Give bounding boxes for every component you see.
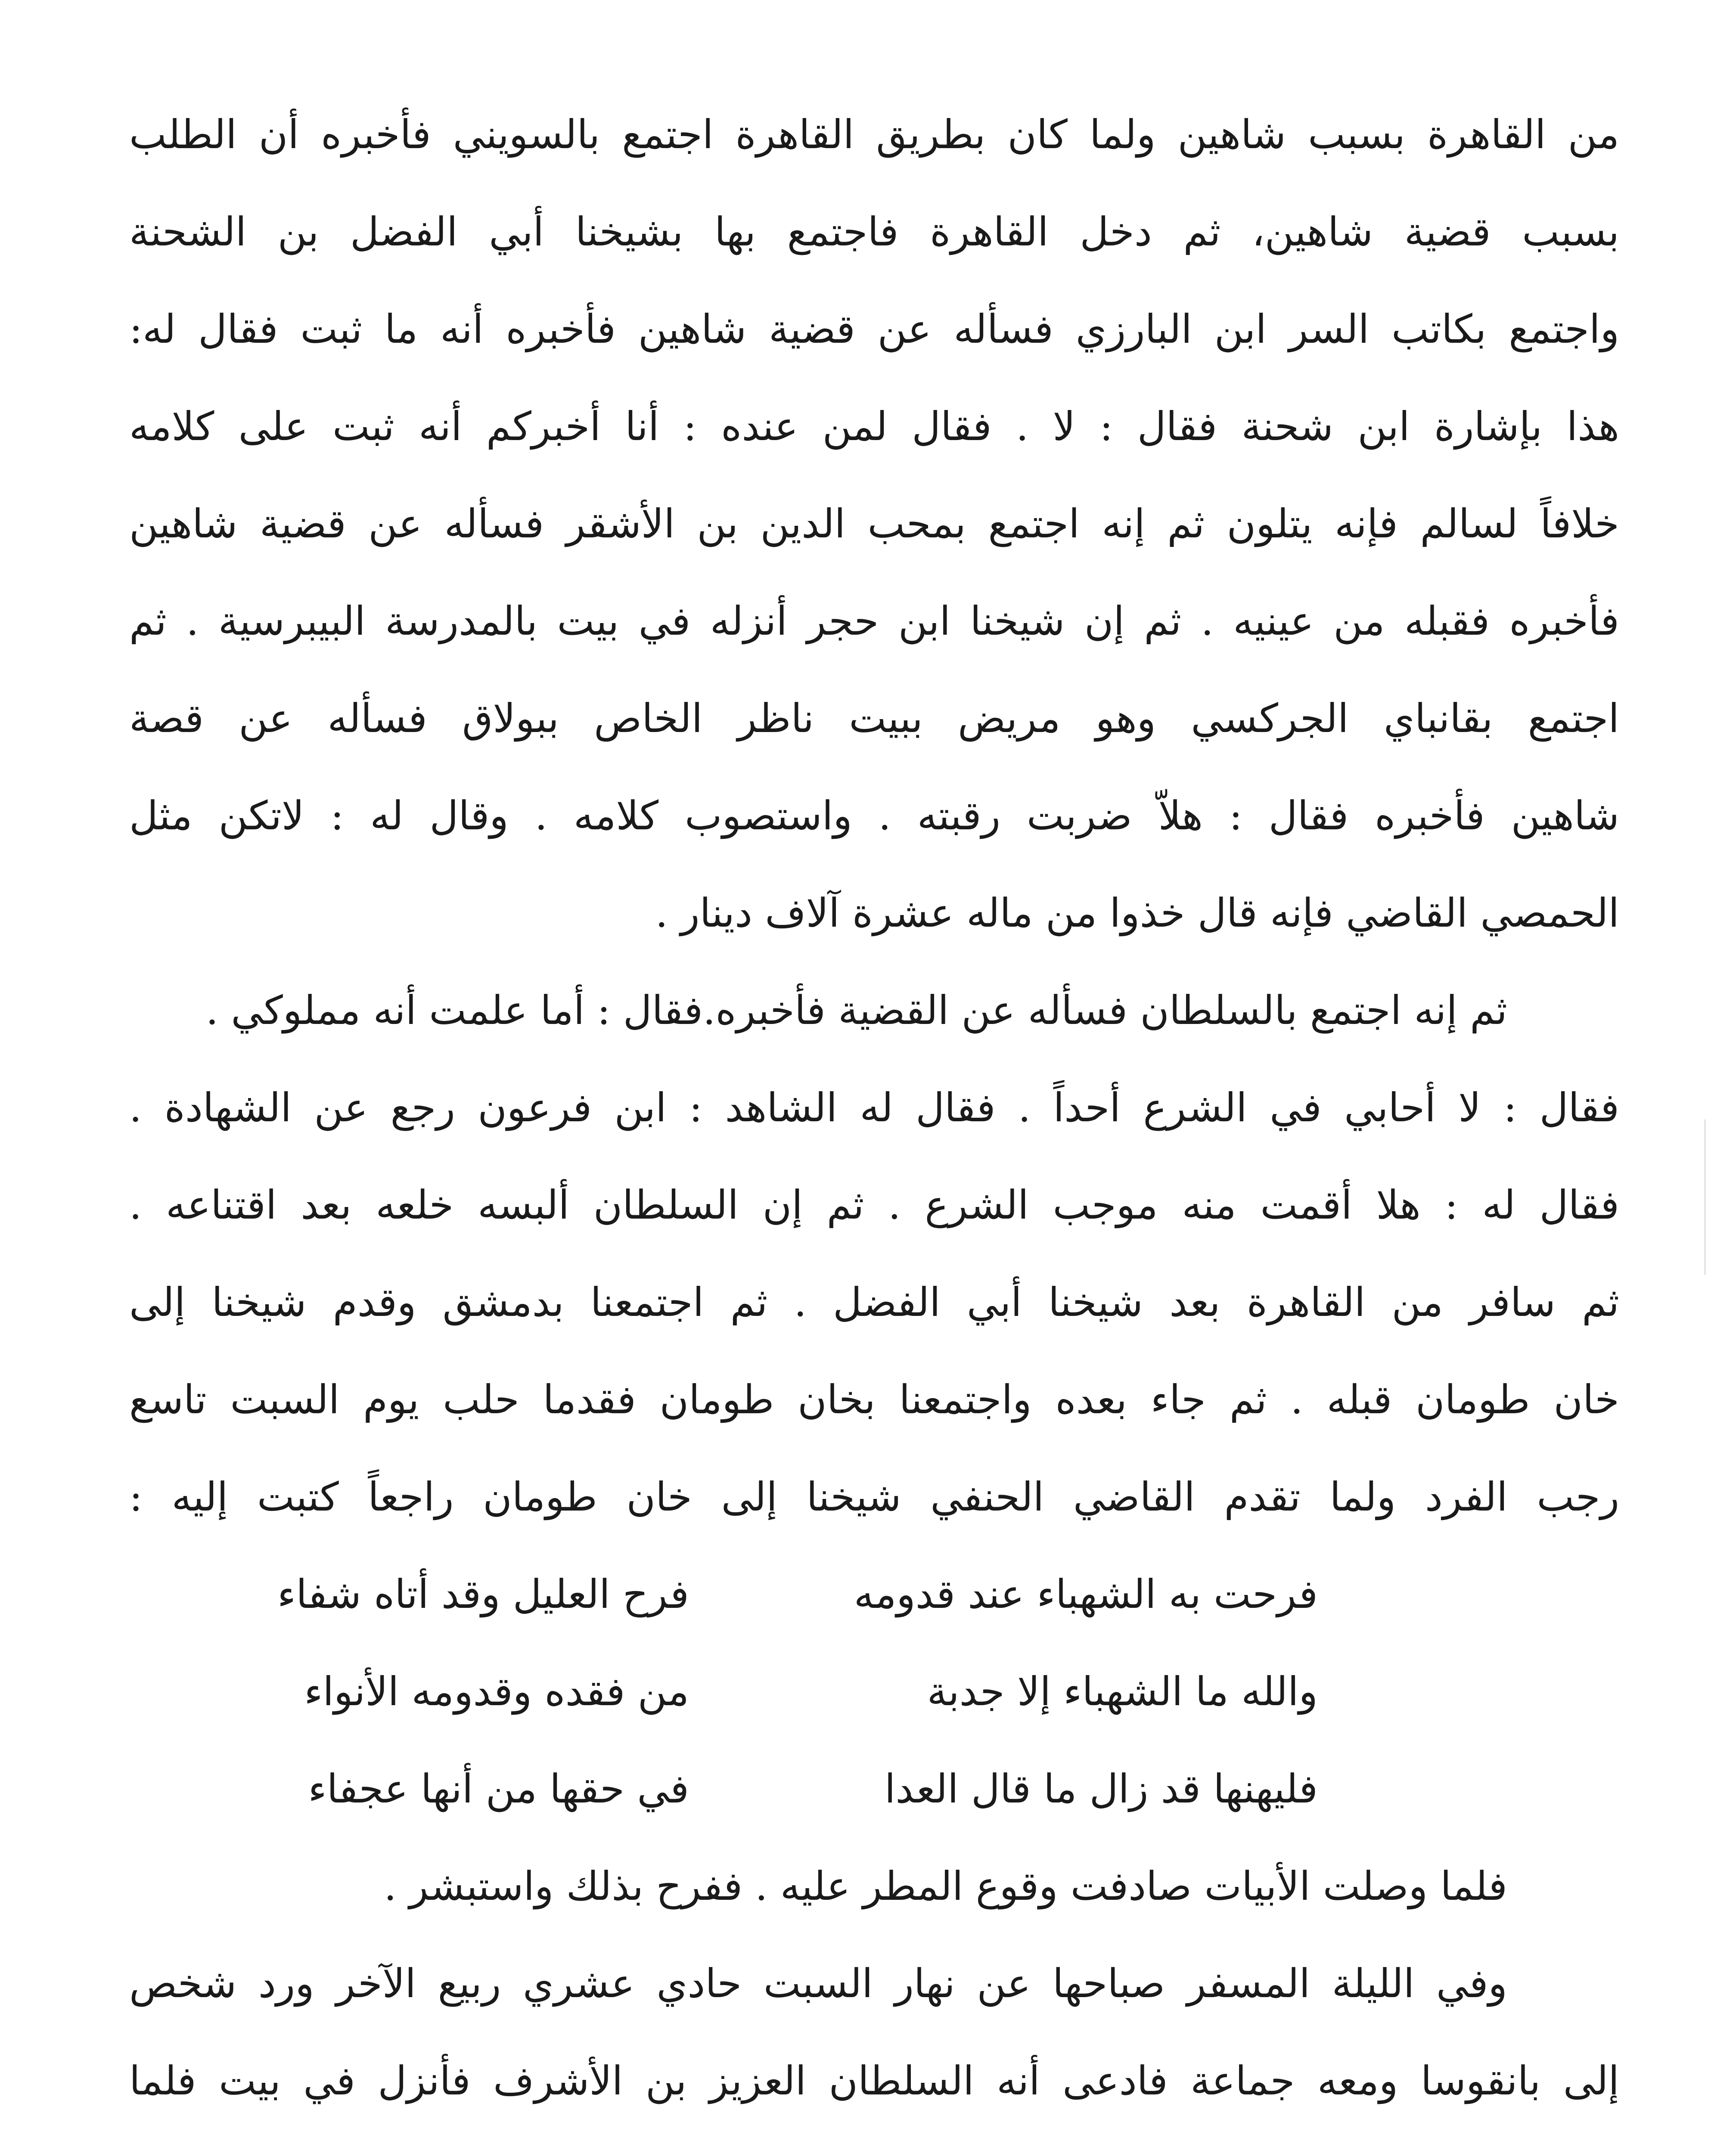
text-line: فقال : لا أحابي في الشرع أحداً . فقال له الشاهد : ابن فرعون رجع عن الشهادة . <box>129 1085 1619 1131</box>
text-line: من القاهرة بسبب شاهين ولما كان بطريق القاهرة اجتمع بالسويني فأخبره أن الطلب <box>129 112 1619 158</box>
text-line: هذا بإشارة ابن شحنة فقال : لا . فقال لمن عنده : أنا أخبركم أنه ثبت على كلامه <box>129 403 1619 450</box>
text-line: خلافاً لسالم فإنه يتلون ثم إنه اجتمع بمحب الدين بن الأشقر فسأله عن قضية شاهين <box>129 501 1619 547</box>
poem-second-hemistich: في حقها من أنها عجفاء <box>308 1766 689 1812</box>
poem-verse <box>129 1546 1619 1643</box>
paragraph-first-line: فلما وصلت الأبيات صادفت وقوع المطر عليه . ففرح بذلك واستبشر . <box>384 1863 1507 1909</box>
text-line: بسبب قضية شاهين، ثم دخل القاهرة فاجتمع بها بشيخنا أبي الفضل بن الشحنة <box>129 209 1619 255</box>
poem-first-hemistich: فرحت به الشهباء عند قدومه <box>854 1571 1318 1617</box>
text-line: ثم سافر من القاهرة بعد شيخنا أبي الفضل . ثم اجتمعنا بدمشق وقدم شيخنا إلى <box>129 1279 1619 1325</box>
text-line: اجتمع بقانباي الجركسي وهو مريض ببيت ناظر الخاص ببولاق فسأله عن قصة <box>129 695 1619 741</box>
poem-verse <box>129 1740 1619 1838</box>
poem-block <box>129 1546 1619 1838</box>
poem-first-hemistich: والله ما الشهباء إلا جدبة <box>927 1669 1318 1715</box>
paragraph-last-line: الحمصي القاضي فإنه قال خذوا من ماله عشرة آلاف دينار . <box>655 890 1619 936</box>
scan-edge-mark <box>1704 1120 1706 1275</box>
text-line: واجتمع بكاتب السر ابن البارزي فسأله عن قضية شاهين فأخبره أنه ما ثبت فقال له: <box>129 306 1619 352</box>
page-body-text <box>129 86 1619 2130</box>
text-line: خان طومان قبله . ثم جاء بعده واجتمعنا بخان طومان فقدما حلب يوم السبت تاسع <box>129 1377 1619 1423</box>
text-line: فقال له : هلا أقمت منه موجب الشرع . ثم إن السلطان ألبسه خلعه بعد اقتناعه . <box>129 1182 1619 1228</box>
paragraph-first-line: وفي الليلة المسفر صباحها عن نهار السبت حادي عشري ربيع الآخر ورد شخص <box>129 1961 1507 2007</box>
text-line: شاهين فأخبره فقال : هلاّ ضربت رقبته . واستصوب كلامه . وقال له : لاتكن مثل <box>129 793 1619 839</box>
text-line: إلى بانقوسا ومعه جماعة فادعى أنه السلطان العزيز بن الأشرف فأنزل في بيت فلما <box>129 2058 1619 2104</box>
text-line: رجب الفرد ولما تقدم القاضي الحنفي شيخنا إلى خان طومان راجعاً كتبت إليه : <box>129 1474 1619 1520</box>
poem-first-hemistich: فليهنها قد زال ما قال العدا <box>884 1766 1318 1812</box>
poem-second-hemistich: فرح العليل وقد أتاه شفاء <box>277 1571 689 1617</box>
text-line: فأخبره فقبله من عينيه . ثم إن شيخنا ابن حجر أنزله في بيت بالمدرسة البيبرسية . ثم <box>129 598 1619 644</box>
poem-verse <box>129 1643 1619 1740</box>
paragraph-first-line: ثم إنه اجتمع بالسلطان فسأله عن القضية فأخبره.فقال : أما علمت أنه مملوكي . <box>205 987 1507 1033</box>
poem-second-hemistich: من فقده وقدومه الأنواء <box>304 1669 689 1715</box>
